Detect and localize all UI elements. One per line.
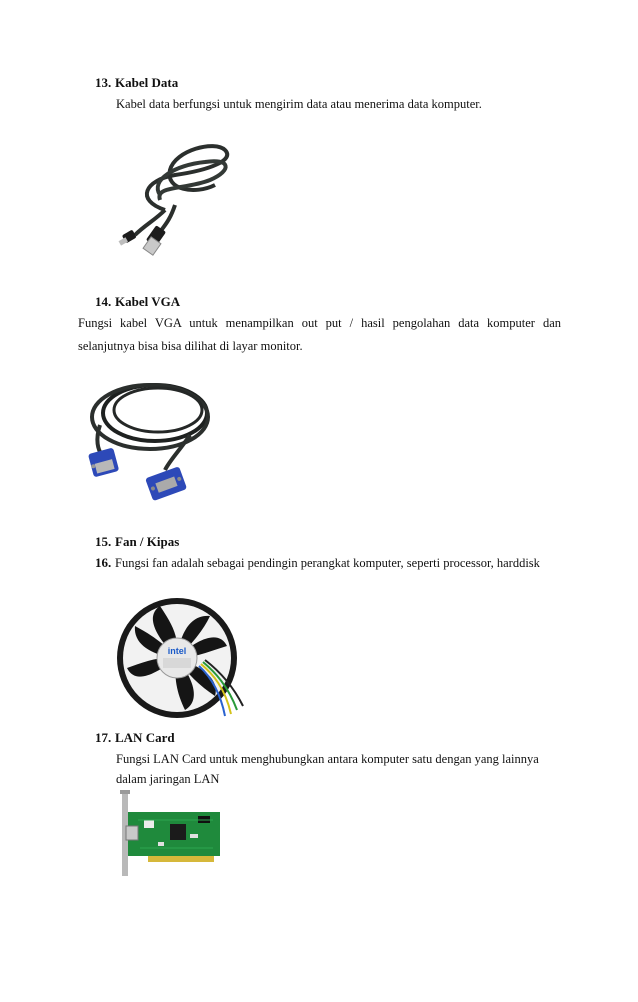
heading-title: LAN Card [115, 730, 175, 745]
heading-kabel-data [95, 75, 178, 91]
list-number: 13. [95, 75, 112, 90]
list-number: 14. [95, 294, 112, 309]
paragraph-line: dalam jaringan LAN [116, 772, 220, 786]
paragraph-line: selanjutnya bisa bisa dilihat di layar monitor. [78, 339, 303, 353]
heading-title: Fan / Kipas [115, 534, 180, 549]
vga-cable-image [80, 375, 215, 505]
heading-fan-kipas [95, 534, 179, 550]
paragraph-line: Fungsi LAN Card untuk menghubungkan antara komputer satu dengan yang lainnya [116, 752, 539, 766]
list-item-16 [95, 551, 540, 575]
intel-logo: intel [167, 646, 187, 656]
lan-card-image [118, 790, 223, 878]
heading-lan-card [95, 730, 175, 746]
heading-title: Kabel VGA [115, 294, 181, 309]
heading-title: Kabel Data [115, 75, 179, 90]
list-number: 17. [95, 730, 112, 745]
paragraph: Fungsi fan adalah sebagai pendingin perangkat komputer, seperti processor, harddisk [115, 556, 540, 570]
list-number: 15. [95, 534, 112, 549]
heading-kabel-vga [95, 294, 180, 310]
list-number: 16. [95, 555, 112, 570]
cpu-fan-image [115, 596, 250, 721]
paragraph-line: Fungsi kabel VGA untuk menampilkan out put / hasil pengolahan data komputer dan [78, 316, 561, 330]
data-cable-image [115, 140, 245, 260]
paragraph: Kabel data berfungsi untuk mengirim data atau menerima data komputer. [116, 97, 482, 111]
